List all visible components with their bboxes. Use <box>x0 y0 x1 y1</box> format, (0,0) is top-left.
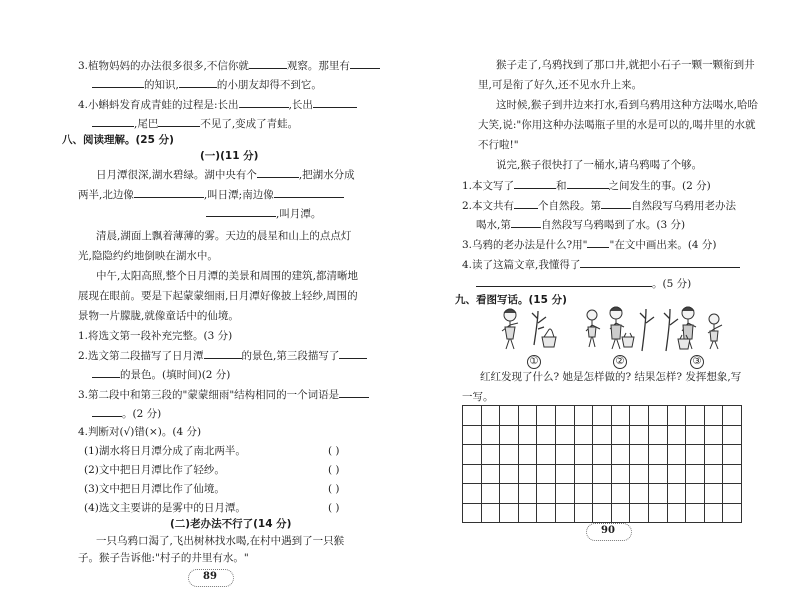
passage2-line: 大笑,说:"你用这种办法喝瓶子里的水是可以的,喝井里的水就 <box>478 119 756 131</box>
passage1-line: 景物一片朦胧,就像童话中的仙境。 <box>78 310 239 322</box>
judge-paren[interactable]: ( ) <box>328 464 340 476</box>
grid-cell[interactable] <box>593 426 612 446</box>
q3-text-a: 3.植物妈妈的办法很多很多,不信你就 <box>78 60 249 72</box>
judge-item: (2)文中把日月潭比作了轻纱。 <box>84 464 225 476</box>
passage-text: 两半,北边像 <box>78 189 134 201</box>
grid-cell[interactable] <box>723 465 742 485</box>
grid-cell[interactable] <box>556 484 575 504</box>
answer-blank[interactable] <box>601 195 631 209</box>
grid-cell[interactable] <box>668 465 687 485</box>
grid-cell[interactable] <box>519 484 538 504</box>
writing-prompt-cont: 一写。 <box>462 391 494 403</box>
grid-cell[interactable] <box>630 484 649 504</box>
grid-cell[interactable] <box>463 465 482 485</box>
grid-cell[interactable] <box>575 445 594 465</box>
grid-cell[interactable] <box>705 465 724 485</box>
grid-cell[interactable] <box>668 484 687 504</box>
grid-cell[interactable] <box>649 484 668 504</box>
passage1-line: 中午,太阳高照,整个日月潭的美景和周围的建筑,都清晰地 <box>96 270 359 282</box>
grid-cell[interactable] <box>723 445 742 465</box>
grid-cell[interactable] <box>537 465 556 485</box>
passage1-line: 清晨,湖面上飘着薄薄的雾。天边的晨星和山上的点点灯 <box>96 230 352 242</box>
q4-text-c: ,尾巴 <box>134 118 159 130</box>
grid-cell[interactable] <box>519 445 538 465</box>
picture-label-1: ① <box>527 355 541 369</box>
grid-cell[interactable] <box>463 426 482 446</box>
question-text: "在文中画出来。(4 分) <box>609 239 717 251</box>
answer-blank[interactable] <box>511 214 541 228</box>
judge-item: (4)选文主要讲的是雾中的日月潭。 <box>84 502 246 514</box>
grid-cell[interactable] <box>575 484 594 504</box>
grid-cell[interactable] <box>556 504 575 524</box>
grid-cell[interactable] <box>686 504 705 524</box>
grid-cell[interactable] <box>556 445 575 465</box>
grid-cell[interactable] <box>649 406 668 426</box>
grid-cell[interactable] <box>630 504 649 524</box>
question-text: 3.乌鸦的老办法是什么?用" <box>462 239 588 251</box>
passage2-line: 不行啦!" <box>478 139 519 151</box>
grid-cell[interactable] <box>705 426 724 446</box>
passage2-line: 里,可是衔了好久,还不见水升上来。 <box>478 79 643 91</box>
r-question-2-cont <box>476 214 685 235</box>
grid-cell[interactable] <box>630 445 649 465</box>
grid-cell[interactable] <box>612 406 631 426</box>
grid-cell[interactable] <box>630 406 649 426</box>
writing-grid[interactable] <box>462 405 742 523</box>
grid-cell[interactable] <box>519 426 538 446</box>
q3-text-b: 观察。那里有 <box>286 60 350 72</box>
grid-cell[interactable] <box>519 504 538 524</box>
grid-cell[interactable] <box>482 484 501 504</box>
question-text: 的景色,第三段描写了 <box>241 350 340 362</box>
grid-cell[interactable] <box>649 445 668 465</box>
grid-cell[interactable] <box>593 445 612 465</box>
question-text: 2.本文共有 <box>462 200 515 212</box>
grid-cell[interactable] <box>686 445 705 465</box>
grid-cell[interactable] <box>556 426 575 446</box>
question-text: 1.本文写了 <box>462 180 515 192</box>
q3-text-d: 的小朋友却得不到它。 <box>216 79 322 91</box>
grid-cell[interactable] <box>482 465 501 485</box>
grid-cell[interactable] <box>612 465 631 485</box>
grid-cell[interactable] <box>612 426 631 446</box>
judge-item: (3)文中把日月潭比作了仙境。 <box>84 483 225 495</box>
passage2-line: 这时候,猴子到井边来打水,看到乌鸦用这种方法喝水,哈哈 <box>496 99 759 111</box>
answer-blank[interactable] <box>580 254 740 268</box>
wavy-line-mark <box>587 234 609 248</box>
grid-cell[interactable] <box>556 406 575 426</box>
q4-text-b: ,长出 <box>288 99 313 111</box>
q4-text-d: 不见了,变成了青蛙。 <box>200 118 299 130</box>
r-question-4 <box>462 254 740 275</box>
grid-cell[interactable] <box>500 504 519 524</box>
grid-cell[interactable] <box>482 426 501 446</box>
picture-label-3: ③ <box>690 355 704 369</box>
passage2-line: 说完,猴子很快打了一桶水,请乌鸦喝了个够。 <box>496 159 703 171</box>
grid-cell[interactable] <box>500 406 519 426</box>
part1-title: (一)(11 分) <box>200 150 259 162</box>
q3-text-c: 的知识, <box>144 79 179 91</box>
answer-blank[interactable] <box>514 175 556 189</box>
grid-cell[interactable] <box>649 504 668 524</box>
grid-cell[interactable] <box>575 465 594 485</box>
grid-cell[interactable] <box>500 465 519 485</box>
picture-label-2: ② <box>613 355 627 369</box>
question-text: 的景色。(填时间)(2 分) <box>120 369 231 381</box>
r-question-1 <box>462 175 711 196</box>
grid-cell[interactable] <box>612 445 631 465</box>
grid-cell[interactable] <box>463 504 482 524</box>
grid-cell[interactable] <box>575 406 594 426</box>
answer-blank[interactable] <box>476 273 652 287</box>
passage1-line: 展现在眼前。要是下起蒙蒙细雨,日月潭好像披上轻纱,周围的 <box>78 290 358 302</box>
section9-title: 九、看图写话。(15 分) <box>455 294 567 306</box>
grid-cell[interactable] <box>575 426 594 446</box>
question-text: 2.选文第二段描写了日月潭 <box>78 350 204 362</box>
grid-cell[interactable] <box>463 484 482 504</box>
picture-1 <box>498 305 566 357</box>
grid-cell[interactable] <box>463 445 482 465</box>
question-text: 个自然段。第 <box>538 200 602 212</box>
question-text: 和 <box>556 180 567 192</box>
grid-cell[interactable] <box>519 465 538 485</box>
passage2-line: 子。猴子告诉他:"村子的井里有水。" <box>78 552 249 564</box>
grid-cell[interactable] <box>705 406 724 426</box>
r-question-3 <box>462 234 717 255</box>
grid-cell[interactable] <box>612 484 631 504</box>
page-number-left: 89 <box>203 571 217 582</box>
question-1: 1.将选文第一段补充完整。(3 分) <box>78 330 233 342</box>
grid-cell[interactable] <box>500 484 519 504</box>
grid-cell[interactable] <box>537 504 556 524</box>
grid-cell[interactable] <box>537 426 556 446</box>
grid-cell[interactable] <box>649 465 668 485</box>
grid-cell[interactable] <box>705 445 724 465</box>
page-number-right: 90 <box>601 525 615 536</box>
grid-cell[interactable] <box>668 445 687 465</box>
passage-text: ,把湖水分成 <box>298 169 355 181</box>
grid-cell[interactable] <box>723 426 742 446</box>
part2-title: (二)老办法不行了(14 分) <box>170 518 292 530</box>
grid-cell[interactable] <box>705 484 724 504</box>
grid-cell[interactable] <box>705 504 724 524</box>
q4-text-a: 4.小蝌蚪发育成青蛙的过程是:长出 <box>78 99 239 111</box>
grid-cell[interactable] <box>482 406 501 426</box>
grid-cell[interactable] <box>668 426 687 446</box>
answer-blank[interactable] <box>514 195 538 209</box>
question-text: 喝水,第 <box>476 219 511 231</box>
grid-cell[interactable] <box>519 406 538 426</box>
grid-cell[interactable] <box>482 504 501 524</box>
question-text: 3.第二段中和第三段的"蒙蒙细雨"结构相同的一个词语是 <box>78 389 340 401</box>
picture-3 <box>662 303 730 359</box>
r-question-2 <box>462 195 736 216</box>
passage-text: ,叫月潭。 <box>276 208 322 220</box>
grid-cell[interactable] <box>723 484 742 504</box>
grid-cell[interactable] <box>593 484 612 504</box>
question-text: 自然段写乌鸦用老办法 <box>631 200 737 212</box>
passage2-line: 一只乌鸦口渴了,飞出树林找水喝,在村中遇到了一只猴 <box>96 535 345 547</box>
judge-paren[interactable]: ( ) <box>328 483 340 495</box>
grid-cell[interactable] <box>537 406 556 426</box>
judge-item: (1)湖水将日月潭分成了南北两半。 <box>84 445 246 457</box>
grid-cell[interactable] <box>630 426 649 446</box>
grid-cell[interactable] <box>686 406 705 426</box>
passage1-line: 光,隐隐约约地倒映在湖水中。 <box>78 250 218 262</box>
grid-cell[interactable] <box>537 484 556 504</box>
grid-cell[interactable] <box>575 504 594 524</box>
grid-cell[interactable] <box>686 465 705 485</box>
grid-cell[interactable] <box>668 504 687 524</box>
grid-cell[interactable] <box>500 445 519 465</box>
passage2-line: 猴子走了,乌鸦找到了那口井,就把小石子一颗一颗衔到井 <box>496 59 755 71</box>
grid-cell[interactable] <box>686 426 705 446</box>
question-text: 自然段写乌鸦喝到了水。(3 分) <box>540 219 686 231</box>
grid-cell[interactable] <box>482 445 501 465</box>
grid-cell[interactable] <box>593 465 612 485</box>
picture-2 <box>580 303 660 359</box>
grid-cell[interactable] <box>723 406 742 426</box>
question-text: 之间发生的事。(2 分) <box>608 180 711 192</box>
grid-cell[interactable] <box>630 465 649 485</box>
grid-cell[interactable] <box>500 426 519 446</box>
grid-cell[interactable] <box>463 406 482 426</box>
grid-cell[interactable] <box>723 504 742 524</box>
question-4: 4.判断对(√)错(×)。(4 分) <box>78 426 202 438</box>
passage-text: 日月潭很深,湖水碧绿。湖中央有个 <box>96 169 257 181</box>
judge-paren[interactable]: ( ) <box>328 445 340 457</box>
judge-paren[interactable]: ( ) <box>328 502 340 514</box>
grid-cell[interactable] <box>537 445 556 465</box>
question-text: 。(2 分) <box>122 408 162 420</box>
passage-text: ,叫日潭;南边像 <box>203 189 274 201</box>
grid-cell[interactable] <box>649 426 668 446</box>
question-text: 。(5 分) <box>652 278 692 290</box>
grid-cell[interactable] <box>668 406 687 426</box>
section8-title: 八、阅读理解。(25 分) <box>62 134 174 146</box>
writing-prompt: 红红发现了什么? 她是怎样做的? 结果怎样? 发挥想象,写 <box>480 371 742 383</box>
grid-cell[interactable] <box>593 406 612 426</box>
grid-cell[interactable] <box>556 465 575 485</box>
answer-blank[interactable] <box>567 175 609 189</box>
grid-cell[interactable] <box>686 484 705 504</box>
question-text: 4.读了这篇文章,我懂得了 <box>462 259 581 271</box>
